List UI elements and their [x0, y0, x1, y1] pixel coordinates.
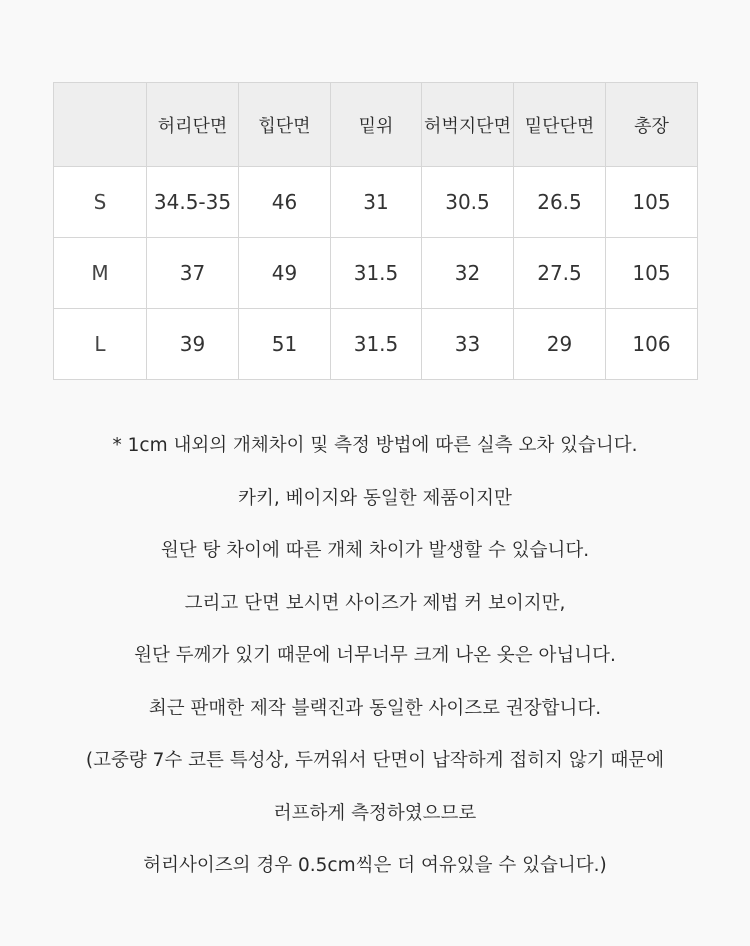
note-line: 원단 탕 차이에 따른 개체 차이가 발생할 수 있습니다. — [160, 540, 590, 561]
note-line: 러프하게 측정하였으므로 — [273, 802, 477, 824]
note-line: 최근 판매한 제작 블랙진과 동일한 사이즈로 권장합니다. — [148, 697, 602, 719]
size-label-cell: L — [54, 309, 147, 380]
thigh-cell: 33 — [422, 309, 514, 380]
note-line: 그리고 단면 보시면 사이즈가 제법 커 보이지만, — [184, 592, 566, 614]
table-row — [54, 309, 698, 380]
hip-cell: 51 — [239, 309, 331, 380]
waist-cell: 37 — [147, 238, 239, 309]
length-cell: 105 — [606, 238, 698, 309]
size-chart-table — [53, 82, 698, 380]
header-cell-rise: 밑위 — [331, 83, 422, 167]
table-row — [54, 238, 698, 309]
hem-cell: 29 — [514, 309, 606, 380]
hip-cell: 46 — [239, 167, 331, 238]
length-cell: 106 — [606, 309, 698, 380]
table-row — [54, 167, 698, 238]
hip-cell: 49 — [239, 238, 331, 309]
table-header-row — [54, 83, 698, 167]
notes-section — [0, 420, 750, 893]
size-label-cell: S — [54, 167, 147, 238]
hem-cell: 27.5 — [514, 238, 606, 309]
rise-cell: 31.5 — [331, 238, 422, 309]
header-cell-length: 총장 — [606, 83, 698, 167]
header-cell-hip: 힙단면 — [239, 83, 331, 167]
header-cell-size — [54, 83, 147, 167]
note-line: 카키, 베이지와 동일한 제품이지만 — [238, 487, 512, 509]
thigh-cell: 30.5 — [422, 167, 514, 238]
note-line: 원단 두께가 있기 때문에 너무너무 크게 나온 옷은 아닙니다. — [134, 645, 616, 666]
hem-cell: 26.5 — [514, 167, 606, 238]
rise-cell: 31.5 — [331, 309, 422, 380]
header-cell-thigh: 허벅지단면 — [422, 83, 514, 167]
header-cell-hem: 밑단단면 — [514, 83, 606, 167]
thigh-cell: 32 — [422, 238, 514, 309]
note-line: (고중량 7수 코튼 특성상, 두꺼워서 단면이 납작하게 접히지 않기 때문에 — [85, 750, 665, 771]
waist-cell: 39 — [147, 309, 239, 380]
length-cell: 105 — [606, 167, 698, 238]
header-cell-waist: 허리단면 — [147, 83, 239, 167]
waist-cell: 34.5-35 — [147, 167, 239, 238]
note-line: 허리사이즈의 경우 0.5cm씩은 더 여유있을 수 있습니다.) — [143, 855, 607, 876]
note-line: * 1cm 내외의 개체차이 및 측정 방법에 따른 실측 오차 있습니다. — [112, 435, 638, 456]
size-label-cell: M — [54, 238, 147, 309]
rise-cell: 31 — [331, 167, 422, 238]
